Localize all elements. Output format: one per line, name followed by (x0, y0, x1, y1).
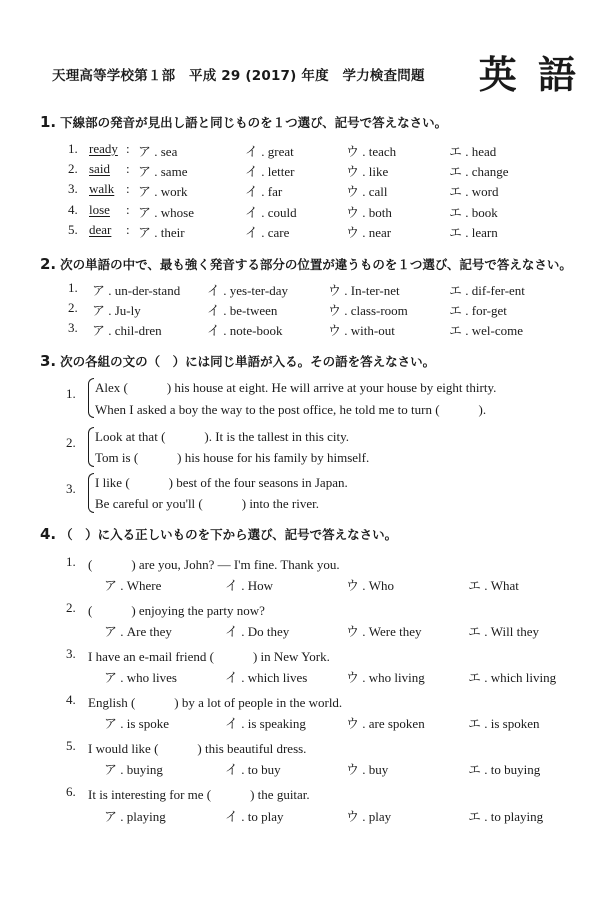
q1-headword: lose (89, 202, 110, 217)
q1-sep: : (126, 161, 130, 176)
q3-sentence-2: When I asked a boy the way to the post office, he told me to turn ( ). (95, 402, 487, 417)
q3-sentence-2: Tom is ( ) his house for his family by himself. (95, 450, 370, 465)
q4-choice-i: イ . which lives (225, 670, 308, 685)
brace-icon (88, 378, 94, 418)
q2-choice-i: イ . be-tween (207, 303, 278, 318)
q4-choice-u: ウ . are spoken (346, 716, 425, 731)
q1-choice-i: イ . great (245, 144, 294, 159)
q2-number: 2. (40, 255, 57, 273)
q2-choice-a: ア . un-der-stand (92, 283, 181, 298)
q1-choice-e: エ . book (449, 205, 498, 220)
q4-item-num: 1. (66, 554, 76, 569)
q1-choice-u: ウ . both (346, 205, 392, 220)
q1-choice-e: エ . word (449, 184, 499, 199)
q2-choice-u: ウ . with-out (328, 323, 395, 338)
q1-headword: walk (89, 181, 115, 196)
q4-choice-e: エ . which living (468, 670, 557, 685)
q3-instruction: 次の各組の文の（ ）には同じ単語が入る。その語を答えなさい。 (60, 354, 436, 369)
q4-choice-e: エ . What (468, 578, 519, 593)
q1-choice-u: ウ . near (346, 225, 392, 240)
q1-row-num: 3. (68, 181, 78, 196)
q4-number: 4. (40, 525, 57, 543)
q2-choice-u: ウ . In-ter-net (328, 283, 400, 298)
q4-question: ( ) enjoying the party now? (88, 603, 265, 618)
q1-row-num: 5. (68, 222, 78, 237)
q1-title (40, 113, 447, 131)
q1-choice-i: イ . care (245, 225, 290, 240)
q3-title (40, 352, 435, 370)
q3-item-num: 2. (66, 435, 76, 450)
q1-choice-a: ア . work (138, 184, 188, 199)
q4-choice-a: ア . who lives (104, 670, 177, 685)
q4-choice-e: エ . Will they (468, 624, 539, 639)
q1-choice-i: イ . far (245, 184, 283, 199)
q4-choice-u: ウ . Who (346, 578, 395, 593)
q2-choice-u: ウ . class-room (328, 303, 408, 318)
q1-choice-u: ウ . call (346, 184, 388, 199)
q1-row-num: 1. (68, 141, 78, 156)
q1-row-num: 4. (68, 202, 78, 217)
q4-question: I would like ( ) this beautiful dress. (88, 741, 307, 756)
q2-choice-i: イ . yes-ter-day (207, 283, 288, 298)
q1-instruction: 下線部の発音が見出し語と同じものを１つ選び、記号で答えなさい。 (60, 115, 448, 130)
q3-sentence-2: Be careful or you'll ( ) into the river. (95, 496, 320, 511)
q1-headword: ready (89, 141, 118, 156)
q2-choice-e: エ . dif-fer-ent (449, 283, 525, 298)
q3-item-num: 3. (66, 481, 76, 496)
q4-choice-e: エ . is spoken (468, 716, 540, 731)
q1-choice-i: イ . could (245, 205, 297, 220)
q4-choice-u: ウ . Were they (346, 624, 422, 639)
q4-choice-u: ウ . buy (346, 762, 389, 777)
brace-icon (88, 473, 94, 513)
q2-choice-a: ア . Ju-ly (92, 303, 141, 318)
q1-headword: dear (89, 222, 112, 237)
q4-choice-e: エ . to buying (468, 762, 541, 777)
q2-choice-i: イ . note-book (207, 323, 283, 338)
exam-header: 天理高等学校第１部 平成 29 (2017) 年度 学力検査問題 (52, 68, 425, 84)
q4-choice-i: イ . is speaking (225, 716, 306, 731)
q1-choice-e: エ . head (449, 144, 497, 159)
q4-choice-i: イ . to buy (225, 762, 281, 777)
q2-row-num: 1. (68, 280, 78, 295)
q2-choice-a: ア . chil-dren (92, 323, 162, 338)
q1-sep: : (126, 222, 130, 237)
q2-instruction: 次の単語の中で、最も強く発音する部分の位置が違うものを１つ選び、記号で答えなさい。 (60, 257, 572, 272)
q3-number: 3. (40, 352, 57, 370)
subject-title: 英 語 (478, 53, 580, 97)
q2-choice-e: エ . wel-come (449, 323, 524, 338)
q3-sentence-1: Alex ( ) his house at eight. He will arrive at your house by eight thirty. (95, 380, 497, 395)
q4-question: It is interesting for me ( ) the guitar. (88, 787, 310, 802)
q3-sentence-1: I like ( ) best of the four seasons in Japan. (95, 475, 348, 490)
q1-choice-a: ア . same (138, 164, 188, 179)
q1-choice-u: ウ . teach (346, 144, 397, 159)
q4-choice-u: ウ . play (346, 809, 392, 824)
q1-choice-i: イ . letter (245, 164, 295, 179)
q4-choice-a: ア . playing (104, 809, 166, 824)
q3-item-num: 1. (66, 386, 76, 401)
q4-question: English ( ) by a lot of people in the world. (88, 695, 343, 710)
brace-icon (88, 427, 94, 467)
q4-item-num: 3. (66, 646, 76, 661)
q4-item-num: 6. (66, 784, 76, 799)
q4-item-num: 4. (66, 692, 76, 707)
q1-number: 1. (40, 113, 57, 131)
q1-choice-e: エ . change (449, 164, 509, 179)
q2-choice-e: エ . for-get (449, 303, 507, 318)
q4-question: I have an e-mail friend ( ) in New York. (88, 649, 330, 664)
q4-choice-a: ア . Are they (104, 624, 172, 639)
q4-question: ( ) are you, John? — I'm fine. Thank you. (88, 557, 340, 572)
q4-item-num: 5. (66, 738, 76, 753)
q4-choice-i: イ . Do they (225, 624, 290, 639)
q1-choice-e: エ . learn (449, 225, 498, 240)
q2-title (40, 255, 572, 273)
q4-choice-a: ア . Where (104, 578, 162, 593)
q3-sentence-1: Look at that ( ). It is the tallest in this city. (95, 429, 350, 444)
q4-choice-i: イ . How (225, 578, 274, 593)
q1-choice-a: ア . whose (138, 205, 194, 220)
q4-choice-u: ウ . who living (346, 670, 425, 685)
q4-choice-a: ア . is spoke (104, 716, 170, 731)
q1-sep: : (126, 141, 130, 156)
q4-item-num: 2. (66, 600, 76, 615)
q2-row-num: 3. (68, 320, 78, 335)
q2-row-num: 2. (68, 300, 78, 315)
q1-row-num: 2. (68, 161, 78, 176)
q4-instruction: （ ）に入る正しいものを下から選び、記号で答えなさい。 (60, 527, 398, 542)
q1-choice-a: ア . their (138, 225, 185, 240)
q4-choice-e: エ . to playing (468, 809, 544, 824)
q1-sep: : (126, 181, 130, 196)
q4-choice-a: ア . buying (104, 762, 163, 777)
q1-headword: said (89, 161, 110, 176)
q1-choice-a: ア . sea (138, 144, 178, 159)
q4-choice-i: イ . to play (225, 809, 284, 824)
q1-sep: : (126, 202, 130, 217)
q1-choice-u: ウ . like (346, 164, 389, 179)
q4-title (40, 525, 397, 543)
